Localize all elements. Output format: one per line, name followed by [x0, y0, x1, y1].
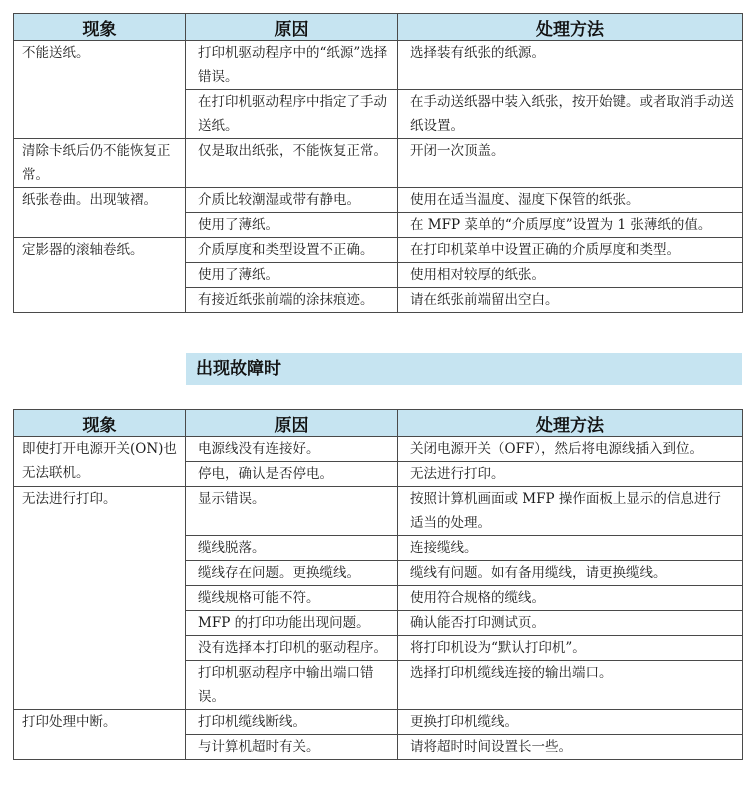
symptom-cell: 即使打开电源开关(ON)也无法联机。 — [14, 437, 186, 487]
table-header-row — [14, 14, 743, 41]
solution-cell: 关闭电源开关（OFF），然后将电源线插入到位。 — [398, 437, 743, 462]
header-symptom: 现象 — [14, 14, 186, 41]
cause-cell: 打印机驱动程序中的“纸源”选择错误。 — [186, 41, 398, 90]
cause-cell: 缆线规格可能不符。 — [186, 586, 398, 611]
solution-cell: 连接缆线。 — [398, 536, 743, 561]
table-row — [14, 41, 743, 90]
cause-cell: 仅是取出纸张，不能恢复正常。 — [186, 139, 398, 188]
header-cause: 原因 — [186, 410, 398, 437]
table-row — [14, 188, 743, 213]
symptom-cell: 不能送纸。 — [14, 41, 186, 139]
header-solution: 处理方法 — [398, 410, 743, 437]
solution-cell: 请在纸张前端留出空白。 — [398, 288, 743, 313]
header-solution: 处理方法 — [398, 14, 743, 41]
solution-cell: 缆线有问题。如有备用缆线，请更换缆线。 — [398, 561, 743, 586]
solution-cell: 在 MFP 菜单的“介质厚度”设置为 1 张薄纸的值。 — [398, 213, 743, 238]
table-row — [14, 487, 743, 536]
solution-cell: 在手动送纸器中装入纸张，按开始键。或者取消手动送纸设置。 — [398, 90, 743, 139]
solution-cell: 确认能否打印测试页。 — [398, 611, 743, 636]
troubleshooting-table-paper — [13, 13, 743, 313]
solution-cell: 更换打印机缆线。 — [398, 710, 743, 735]
cause-cell: 缆线存在问题。更换缆线。 — [186, 561, 398, 586]
symptom-cell: 清除卡纸后仍不能恢复正常。 — [14, 139, 186, 188]
cause-cell: 介质比较潮湿或带有静电。 — [186, 188, 398, 213]
symptom-cell: 定影器的滚轴卷纸。 — [14, 238, 186, 313]
cause-cell: 显示错误。 — [186, 487, 398, 536]
cause-cell: 打印机缆线断线。 — [186, 710, 398, 735]
cause-cell: MFP 的打印功能出现问题。 — [186, 611, 398, 636]
cause-cell: 使用了薄纸。 — [186, 263, 398, 288]
table-row — [14, 139, 743, 188]
table-row — [14, 710, 743, 735]
cause-cell: 电源线没有连接好。 — [186, 437, 398, 462]
solution-cell: 将打印机设为“默认打印机”。 — [398, 636, 743, 661]
solution-cell: 按照计算机画面或 MFP 操作面板上显示的信息进行适当的处理。 — [398, 487, 743, 536]
header-cause: 原因 — [186, 14, 398, 41]
cause-cell: 没有选择本打印机的驱动程序。 — [186, 636, 398, 661]
troubleshooting-table-faults — [13, 409, 743, 760]
cause-cell: 打印机驱动程序中输出端口错误。 — [186, 661, 398, 710]
cause-cell: 缆线脱落。 — [186, 536, 398, 561]
cause-cell: 停电，确认是否停电。 — [186, 462, 398, 487]
solution-cell: 使用符合规格的缆线。 — [398, 586, 743, 611]
cause-cell: 使用了薄纸。 — [186, 213, 398, 238]
solution-cell: 使用在适当温度、湿度下保管的纸张。 — [398, 188, 743, 213]
solution-cell: 选择装有纸张的纸源。 — [398, 41, 743, 90]
solution-cell: 选择打印机缆线连接的输出端口。 — [398, 661, 743, 710]
symptom-cell: 打印处理中断。 — [14, 710, 186, 760]
header-symptom: 现象 — [14, 410, 186, 437]
solution-cell: 在打印机菜单中设置正确的介质厚度和类型。 — [398, 238, 743, 263]
table-header-row — [14, 410, 743, 437]
cause-cell: 有接近纸张前端的涂抹痕迹。 — [186, 288, 398, 313]
solution-cell: 无法进行打印。 — [398, 462, 743, 487]
solution-cell: 使用相对较厚的纸张。 — [398, 263, 743, 288]
cause-cell: 介质厚度和类型设置不正确。 — [186, 238, 398, 263]
symptom-cell: 无法进行打印。 — [14, 487, 186, 710]
section-title: 出现故障时 — [186, 353, 742, 385]
table-row — [14, 238, 743, 263]
cause-cell: 在打印机驱动程序中指定了手动送纸。 — [186, 90, 398, 139]
symptom-cell: 纸张卷曲。出现皱褶。 — [14, 188, 186, 238]
solution-cell: 请将超时时间设置长一些。 — [398, 735, 743, 760]
cause-cell: 与计算机超时有关。 — [186, 735, 398, 760]
table-row — [14, 437, 743, 462]
solution-cell: 开闭一次顶盖。 — [398, 139, 743, 188]
